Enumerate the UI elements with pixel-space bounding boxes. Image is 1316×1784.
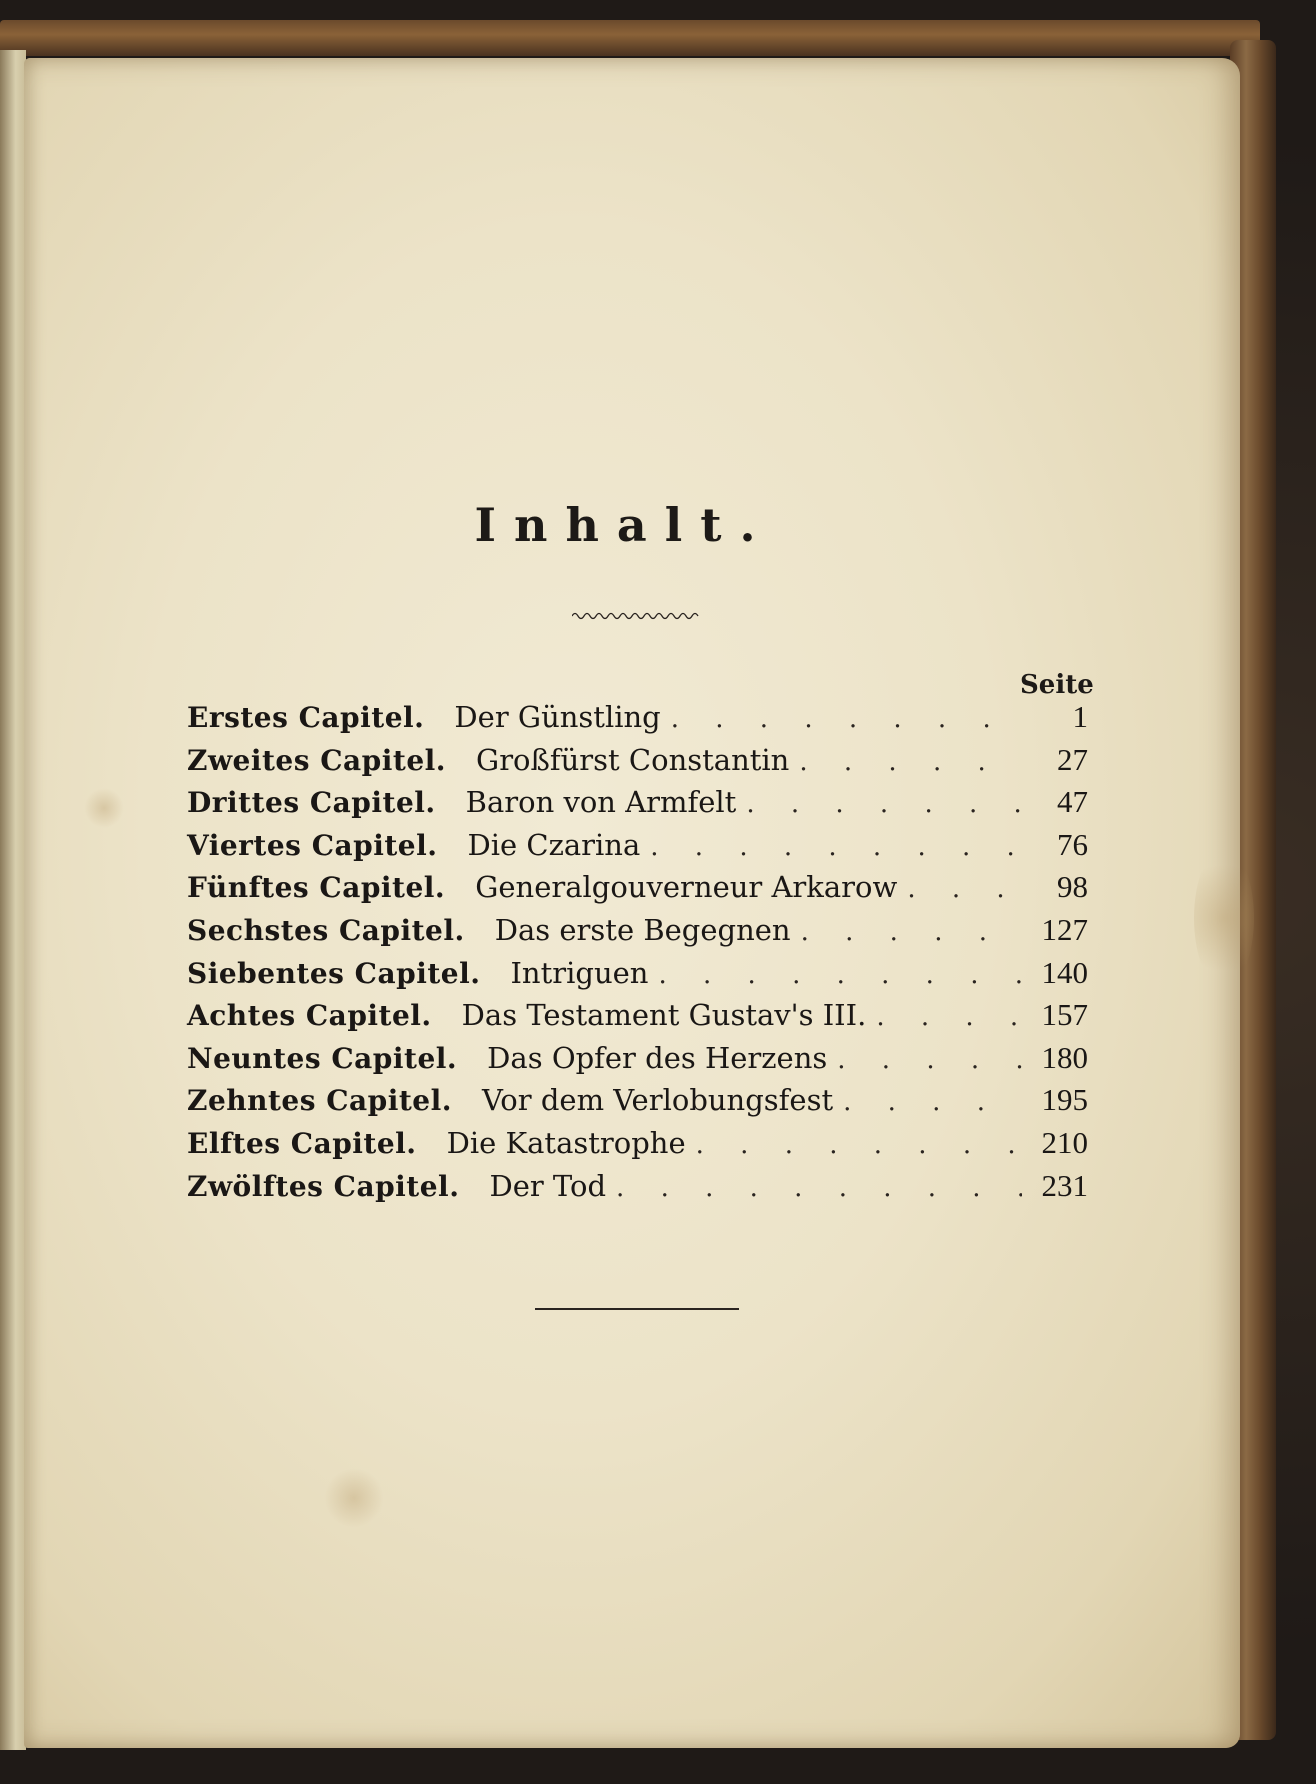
chapter-title: Das Testament Gustav's III.	[461, 998, 867, 1033]
book-cover-top-edge	[0, 20, 1260, 56]
dot-leader	[650, 832, 1022, 862]
chapter-title: Vor dem Verlobungsfest	[482, 1083, 834, 1118]
toc-entry	[187, 784, 1088, 827]
chapter-label: Erstes Capitel.	[187, 701, 425, 734]
chapter-title: Die Katastrophe	[446, 1125, 686, 1160]
toc-entry	[187, 742, 1088, 785]
page-title: Inhalt.	[474, 498, 774, 552]
left-page-edge	[0, 50, 26, 1750]
closing-rule	[535, 1308, 739, 1310]
page-number: 180	[1041, 1039, 1088, 1075]
chapter-label: Achtes Capitel.	[187, 999, 432, 1033]
page-number: 127	[1041, 911, 1088, 947]
page-number: 1	[1072, 699, 1088, 734]
chapter-title: Baron von Armfelt	[465, 785, 737, 820]
chapter-label: Elftes Capitel.	[187, 1126, 417, 1160]
paper-stain	[324, 1468, 384, 1528]
toc-entry	[187, 1040, 1088, 1083]
dot-leader	[843, 1087, 1022, 1117]
toc-entry	[187, 997, 1088, 1040]
chapter-title: Die Czarina	[467, 827, 641, 862]
page-number: 210	[1041, 1124, 1088, 1160]
chapter-title: Das Opfer des Herzens	[487, 1040, 828, 1075]
page-number: 140	[1041, 954, 1088, 990]
chapter-label: Fünftes Capitel.	[187, 871, 446, 905]
chapter-label: Zweites Capitel.	[187, 743, 447, 777]
paper-stain	[84, 788, 124, 828]
page-number: 76	[1057, 826, 1088, 862]
paper-stain	[1194, 848, 1254, 988]
chapter-label: Neuntes Capitel.	[187, 1041, 458, 1075]
chapter-label: Drittes Capitel.	[187, 786, 436, 820]
toc-entry	[187, 912, 1088, 955]
page-number: 231	[1041, 1167, 1088, 1203]
page-number: 47	[1057, 784, 1088, 820]
dot-leader	[746, 789, 1022, 819]
chapter-label: Sechstes Capitel.	[187, 913, 465, 947]
page-number: 27	[1057, 741, 1088, 777]
chapter-label: Zwölftes Capitel.	[187, 1169, 460, 1203]
toc-entry	[187, 869, 1088, 912]
chapter-label: Viertes Capitel.	[187, 828, 438, 862]
chapter-label: Zehntes Capitel.	[187, 1084, 453, 1118]
chapter-title: Großfürst Constantin	[476, 742, 790, 777]
dot-leader	[671, 704, 1022, 734]
dot-leader	[799, 747, 1022, 777]
dot-leader	[616, 1173, 1022, 1203]
dot-leader	[801, 917, 1022, 947]
book-page	[24, 58, 1240, 1748]
page-number: 195	[1041, 1082, 1088, 1118]
toc-entry	[187, 1082, 1088, 1125]
dot-leader	[837, 1045, 1022, 1075]
dot-leader	[696, 1130, 1022, 1160]
page-number: 98	[1057, 869, 1088, 905]
chapter-title: Der Tod	[489, 1168, 607, 1203]
chapter-title: Der Günstling	[454, 700, 661, 734]
toc-entry	[187, 955, 1088, 998]
toc-entry	[187, 699, 1088, 742]
page-number: 157	[1041, 997, 1088, 1033]
dot-leader	[658, 960, 1022, 990]
table-of-contents	[187, 699, 1088, 1210]
chapter-title: Das erste Begegnen	[494, 912, 791, 947]
toc-entry	[187, 1125, 1088, 1168]
toc-entry	[187, 1168, 1088, 1211]
page-column-header: Seite	[1020, 670, 1094, 700]
toc-entry	[187, 827, 1088, 870]
chapter-title: Generalgouverneur Arkarow	[475, 870, 898, 905]
wavy-ornament-divider	[572, 610, 702, 622]
dot-leader	[907, 874, 1022, 904]
chapter-title: Intriguen	[510, 955, 649, 990]
dot-leader	[876, 1002, 1022, 1032]
chapter-label: Siebentes Capitel.	[187, 956, 481, 990]
